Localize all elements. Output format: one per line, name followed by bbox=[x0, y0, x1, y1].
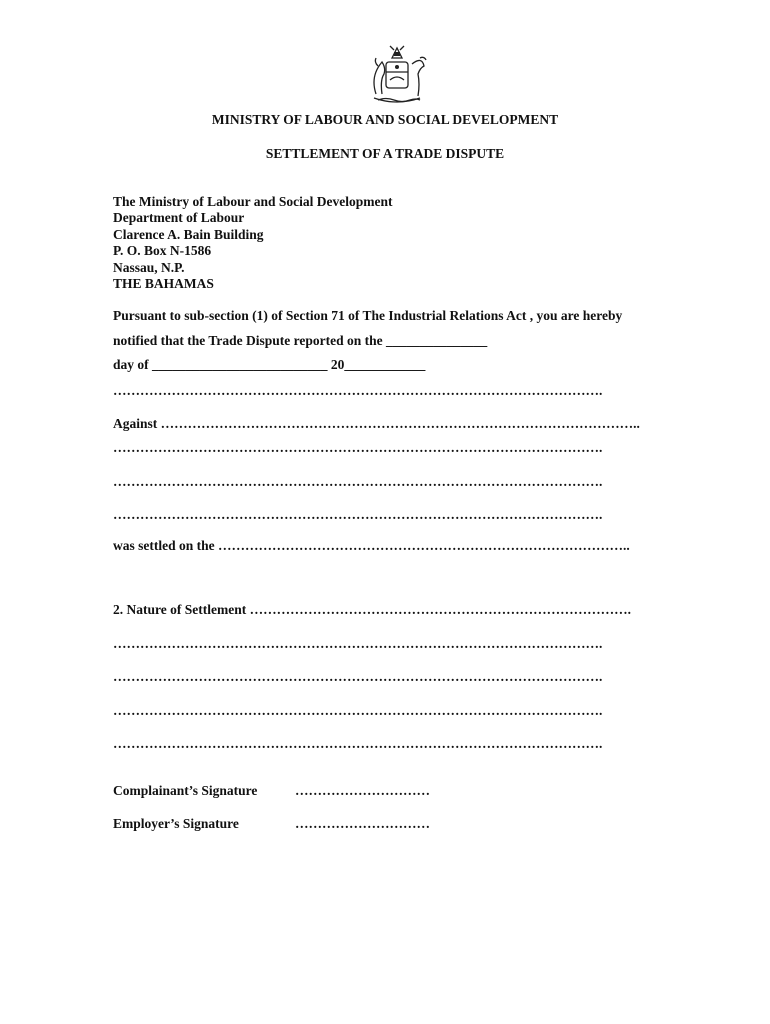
day-year-field[interactable]: day of __________________________ 20____________ bbox=[113, 357, 426, 372]
coat-of-arms-icon bbox=[364, 44, 430, 106]
complainant-signature-label: Complainant’s Signature bbox=[113, 783, 258, 798]
blank-line[interactable]: ………………………………………………………………………………………………. bbox=[113, 636, 603, 651]
nature-of-settlement-field[interactable]: 2. Nature of Settlement …………………………………………………………………………. bbox=[113, 602, 631, 617]
employer-signature-label: Employer’s Signature bbox=[113, 816, 239, 831]
address-line: Nassau, N.P. bbox=[113, 259, 185, 275]
blank-line[interactable]: ………………………………………………………………………………………………. bbox=[113, 474, 603, 489]
complainant-signature-field[interactable]: ………………………… bbox=[295, 783, 430, 798]
blank-line[interactable]: ………………………………………………………………………………………………. bbox=[113, 703, 603, 718]
settled-on-field[interactable]: was settled on the ……………………………………………………………………………….. bbox=[113, 538, 630, 553]
blank-line[interactable]: ………………………………………………………………………………………………. bbox=[113, 669, 603, 684]
address-line: Department of Labour bbox=[113, 210, 245, 226]
blank-line[interactable]: ………………………………………………………………………………………………. bbox=[113, 736, 603, 751]
dispute-date-field[interactable]: notified that the Trade Dispute reported on the _______________ bbox=[113, 333, 488, 348]
blank-line[interactable]: ………………………………………………………………………………………………. bbox=[113, 383, 603, 398]
blank-line[interactable]: ………………………………………………………………………………………………. bbox=[113, 440, 603, 455]
blank-line[interactable]: ………………………………………………………………………………………………. bbox=[113, 507, 603, 522]
address-line: P. O. Box N-1586 bbox=[113, 243, 212, 259]
form-title: SETTLEMENT OF A TRADE DISPUTE bbox=[265, 146, 505, 161]
intro-text: Pursuant to sub-section (1) of Section 71 of The Industrial Relations Act , you are hereby bbox=[113, 308, 623, 323]
employer-signature-field[interactable]: ………………………… bbox=[295, 816, 430, 831]
address-block bbox=[113, 194, 393, 292]
ministry-heading: MINISTRY OF LABOUR AND SOCIAL DEVELOPMENT bbox=[211, 112, 559, 127]
address-line: THE BAHAMAS bbox=[113, 276, 214, 292]
address-line: The Ministry of Labour and Social Development bbox=[113, 194, 393, 209]
against-field[interactable]: Against …………………………………………………………………………………………….. bbox=[113, 416, 640, 431]
address-line: Clarence A. Bain Building bbox=[113, 226, 264, 242]
